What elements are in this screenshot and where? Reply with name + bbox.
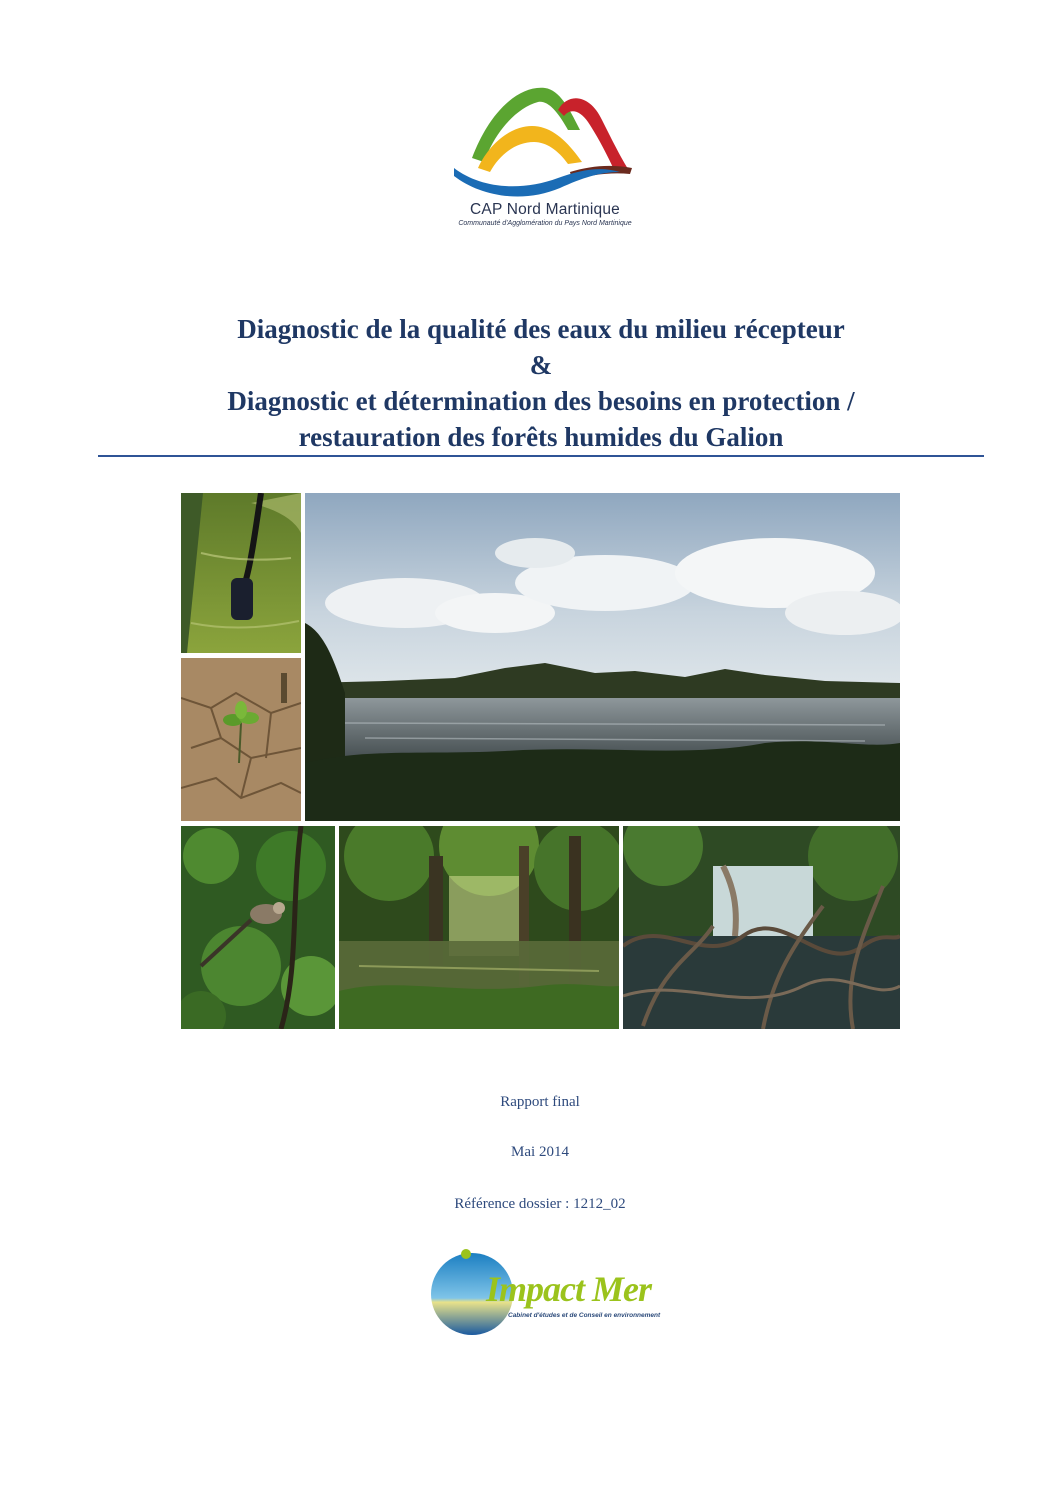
mangrove-roots-photo: [623, 826, 900, 1029]
bird-in-forest-photo: [181, 826, 335, 1029]
title-line-1: Diagnostic de la qualité des eaux du milieu récepteur: [237, 314, 845, 344]
cap-nord-subtitle: Communauté d'Agglomération du Pays Nord Martinique: [458, 220, 632, 227]
title-divider: [98, 455, 984, 457]
cap-nord-mountain-icon: [450, 80, 640, 205]
title-line-3: Diagnostic et détermination des besoins en protection /: [227, 386, 855, 416]
water-probe-photo: [181, 493, 301, 653]
title-line-4: restauration des forêts humides du Galion: [298, 422, 784, 452]
mangrove-seedling-photo: [181, 658, 301, 821]
cap-nord-name: CAP Nord Martinique: [470, 201, 620, 218]
lagoon-landscape-photo: [305, 493, 900, 821]
report-title: [98, 311, 984, 455]
report-reference: Référence dossier : 1212_02: [454, 1196, 626, 1212]
impact-mer-name: Impact Mer: [486, 1269, 651, 1309]
cap-nord-logo: [450, 80, 640, 235]
flooded-forest-photo: [339, 826, 619, 1029]
report-type: Rapport final: [500, 1094, 580, 1110]
title-ampersand: &: [529, 350, 553, 380]
impact-mer-logo: [428, 1246, 661, 1336]
impact-mer-tagline: Cabinet d'études et de Conseil en environnement: [508, 1312, 661, 1319]
report-date: Mai 2014: [511, 1144, 569, 1160]
